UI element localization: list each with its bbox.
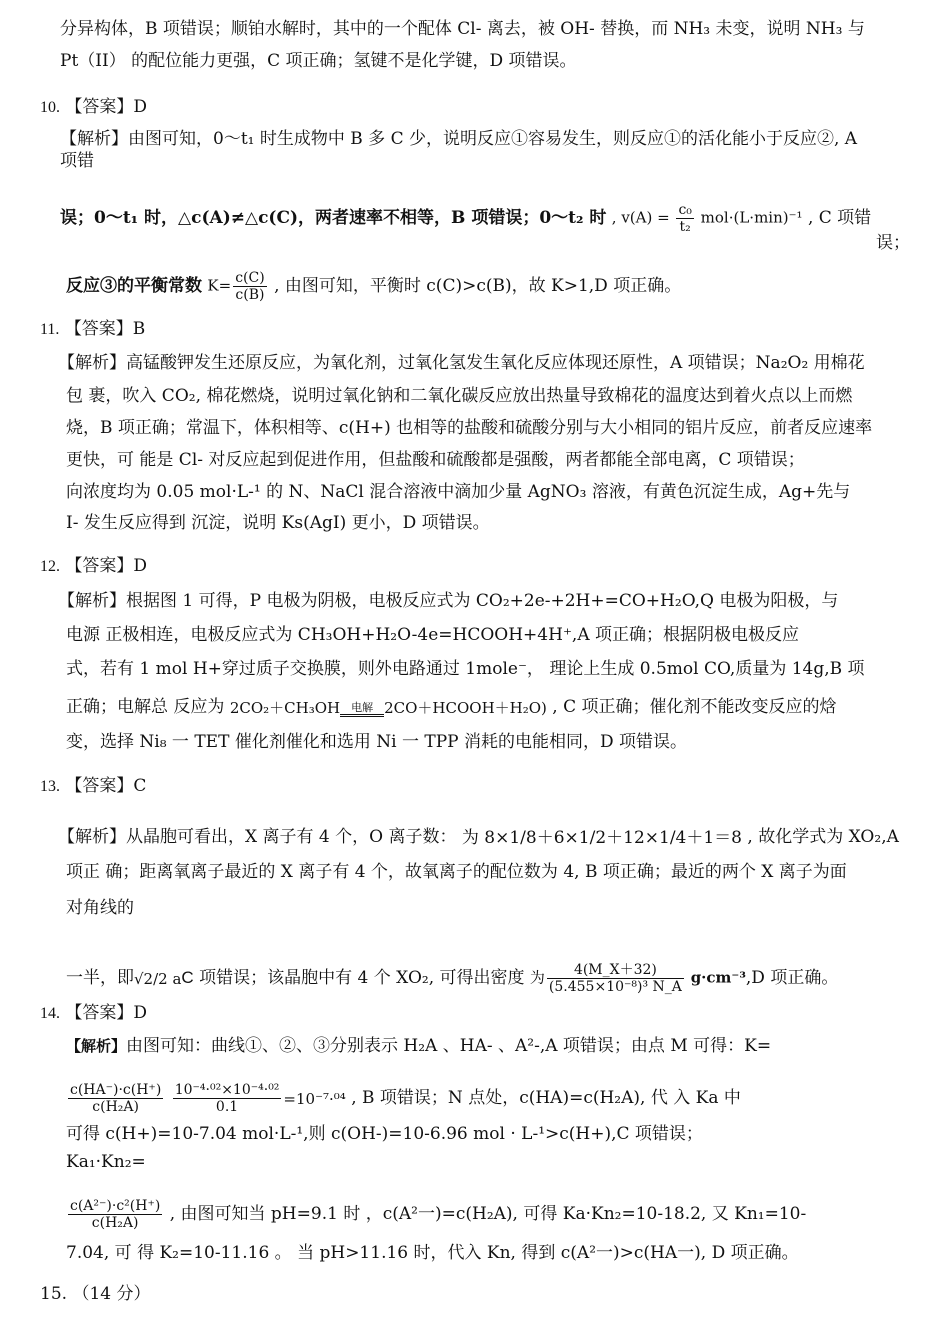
text-line: 7.04, 可 得 K₂=10-11.16 。 当 pH>11.16 时，代入 Kn, 得到 c(A²一)>c(HA一), D 项正确。: [66, 1243, 799, 1263]
text-span: , 由图可知当 pH=9.1 时 ，c(A²一)=c(H₂A), 可得 Ka·Kn₂=10-18.2, 又 Kn₁=10-: [169, 1204, 807, 1224]
unit: g·cm⁻³: [690, 968, 746, 987]
question-number: 14.: [40, 1005, 60, 1022]
arrow-bar: [340, 714, 384, 717]
denominator: 0.1: [215, 1099, 239, 1115]
numerator: c(HA⁻)·c(H⁺): [70, 1082, 162, 1098]
text-line: [66, 962, 838, 995]
text-span: 由图可知：曲线①、②、③分别表示 H₂A 、HA- 、A²-,A 项错误；由点 M 可得：K=: [126, 1036, 772, 1056]
answer-label: 【答案】D: [65, 1003, 148, 1023]
text-line: 包 裹，吹入 CO₂, 棉花燃烧，说明过氧化钠和二氧化碳反应放出热量导致棉花的温度达到着火点以上而燃: [66, 386, 853, 406]
fraction: [676, 202, 693, 235]
text-line: 式，若有 1 mol H+穿过质子交换膜，则外电路通过 1mole⁻， 理论上生成 0.5mol CO,质量为 14g,B 项: [66, 659, 865, 679]
text-span: , B 项错误；N 点处，c(HA)=c(H₂A), 代 入 Ka 中: [351, 1088, 741, 1108]
question-13-header: [40, 775, 146, 798]
numerator: c(C): [235, 270, 265, 286]
text-span: , C 项错: [807, 208, 872, 228]
text-line: 分异构体，B 项错误；顺铂水解时，其中的一个配体 Cl- 离去，被 OH- 替换，而 NH₃ 未变，说明 NH₃ 与: [60, 19, 865, 39]
question-number: 11.: [40, 321, 60, 338]
question-12-header: [40, 555, 147, 578]
unit: mol·(L·min)⁻¹: [700, 208, 803, 227]
text-line: [58, 826, 899, 849]
text-line: Pt（II） 的配位能力更强，C 项正确；氢键不是化学键，D 项错误。: [60, 51, 577, 71]
numerator: 4(M_X＋32): [547, 962, 684, 979]
answer-label: 【答案】D: [65, 97, 148, 117]
density-formula: [530, 962, 746, 995]
text-line: [60, 202, 871, 235]
text-line: 项正 确；距离氧离子最近的 X 离子有 4 个，故氧离子的配位数为 4, B 项正确；最近的两个 X 离子为面: [66, 862, 847, 882]
question-15-header: 15. （14 分）: [40, 1284, 151, 1304]
text-line: Ka₁·Kn₂=: [66, 1152, 146, 1172]
fraction: [233, 270, 266, 303]
text-line: 电源 正极相连，电极反应式为 CH₃OH+H₂O-4e=HCOOH+4H⁺,A 项正确；根据阴极电极反应: [66, 625, 799, 645]
math-text: K=: [207, 276, 232, 295]
text-span: C: [181, 968, 194, 987]
denominator: c(B): [235, 287, 265, 303]
text-line: 更快，可 能是 Cl- 对反应起到促进作用，但盐酸和硫酸都是强酸，两者都能全部电离，C 项错误；: [66, 450, 805, 470]
text-span: 【解析】从晶胞可看出，X 离子有 4 个，O 离子数：: [58, 827, 457, 847]
math-text: 2CO＋HCOOH＋H₂O): [384, 698, 547, 717]
arrow-condition: 电解: [351, 700, 374, 714]
text-span: 误；0～t₁ 时，△c(A)≠△c(C)，两者速率不相等，B 项错误；0～t₂ 时: [60, 208, 607, 228]
fraction: [547, 962, 684, 995]
electrolysis-equation: [230, 697, 547, 719]
numerator: 10⁻⁴·⁰²×10⁻⁴·⁰²: [174, 1082, 280, 1098]
text-line: I- 发生反应得到 沉淀，说明 Ks(AgI) 更小，D 项错误。: [66, 513, 490, 533]
ka-fraction: [68, 1082, 163, 1115]
text-line: [66, 1078, 741, 1119]
denominator: c(H₂A): [91, 1215, 139, 1231]
math-text: , v(A) =: [611, 208, 675, 227]
text-line: 误；: [876, 233, 910, 253]
text-span: , 故化学式为 XO₂,A: [747, 827, 899, 847]
text-span: ,D 项正确。: [745, 968, 839, 988]
denominator: c(H₂A): [92, 1099, 139, 1115]
text-line: 变，选择 Ni₈ 一 TET 催化剂催化和选用 Ni 一 TPP 消耗的电能相同，D 项错误。: [66, 732, 688, 752]
text-line: 【解析】高锰酸钾发生还原反应，为氧化剂，过氧化氢发生氧化反应体现还原性，A 项错误；Na₂O₂ 用棉花: [58, 353, 865, 373]
reaction-arrow: [340, 701, 384, 717]
text-line: 项错: [60, 151, 94, 171]
product-fraction: [68, 1198, 162, 1231]
text-span: , C 项正确；催化剂不能改变反应的焓: [552, 697, 837, 717]
denominator: (5.455×10⁻⁸)³ N_A: [548, 979, 682, 995]
question-number: 10.: [40, 99, 60, 116]
text-line: [66, 270, 681, 303]
text-line: [66, 1035, 771, 1057]
text-span: 反应③的平衡常数: [66, 276, 202, 296]
text-line: 【解析】根据图 1 可得，P 电极为阴极，电极反应式为 CO₂+2e-+2H+=CO+H₂O,Q 电极为阳极，与: [58, 591, 839, 611]
rate-formula: [612, 202, 803, 235]
equilibrium-formula: [207, 270, 268, 303]
text-line: [66, 696, 837, 719]
text-line: 对角线的: [66, 898, 134, 918]
answer-label: 【答案】D: [65, 556, 148, 576]
text-line: 烧，B 项正确；常温下，体积相等、c(H+) 也相等的盐酸和硫酸分别与大小相同的铝片反应，前者反应速率: [66, 418, 873, 438]
question-10-header: [40, 96, 147, 119]
answer-label: 【答案】B: [64, 319, 146, 339]
ka-value-fraction: [173, 1082, 282, 1115]
text-line: 可得 c(H+)=10-7.04 mol·L-¹,则 c(OH-)=10-6.96 mol · L-¹>c(H+),C 项错误；: [66, 1124, 703, 1144]
math-text: 为: [529, 968, 545, 987]
numerator: c(A²⁻)·c²(H⁺): [70, 1198, 161, 1214]
text-line: [66, 1194, 806, 1234]
text-span: 项错误；该晶胞中有 4 个 XO₂, 可得出密度: [199, 968, 525, 988]
text-line: 向浓度均为 0.05 mol·L-¹ 的 N、NaCl 混合溶液中滴加少量 AgNO₃ 溶液，有黄色沉淀生成，Ag+先与: [66, 482, 851, 502]
answer-label: 【答案】C: [65, 776, 147, 796]
question-number: 12.: [40, 558, 60, 575]
ion-count-formula: 为 8×1/8＋6×1/2＋12×1/4＋1＝8: [461, 827, 743, 848]
text-span: 【解析】: [66, 1037, 127, 1055]
denominator: t₂: [679, 219, 691, 235]
text-line: 【解析】由图可知，0～t₁ 时生成物中 B 多 C 少，说明反应①容易发生，则反应①的活化能小于反应②, A: [60, 129, 858, 149]
math-text: 2CO₂＋CH₃OH: [229, 698, 341, 717]
text-span: , 由图可知，平衡时 c(C)>c(B)，故 K>1,D 项正确。: [274, 276, 682, 296]
distance-formula: √2/2 a: [134, 969, 182, 988]
math-text: =10⁻⁷·⁰⁴: [283, 1089, 346, 1108]
text-span: 一半，即: [66, 968, 134, 988]
text-span: 正确；电解总 反应为: [66, 697, 225, 717]
question-11-header: [40, 318, 145, 341]
numerator: c₀: [678, 202, 692, 218]
question-number: 13.: [40, 778, 60, 795]
question-14-header: [40, 1002, 147, 1025]
